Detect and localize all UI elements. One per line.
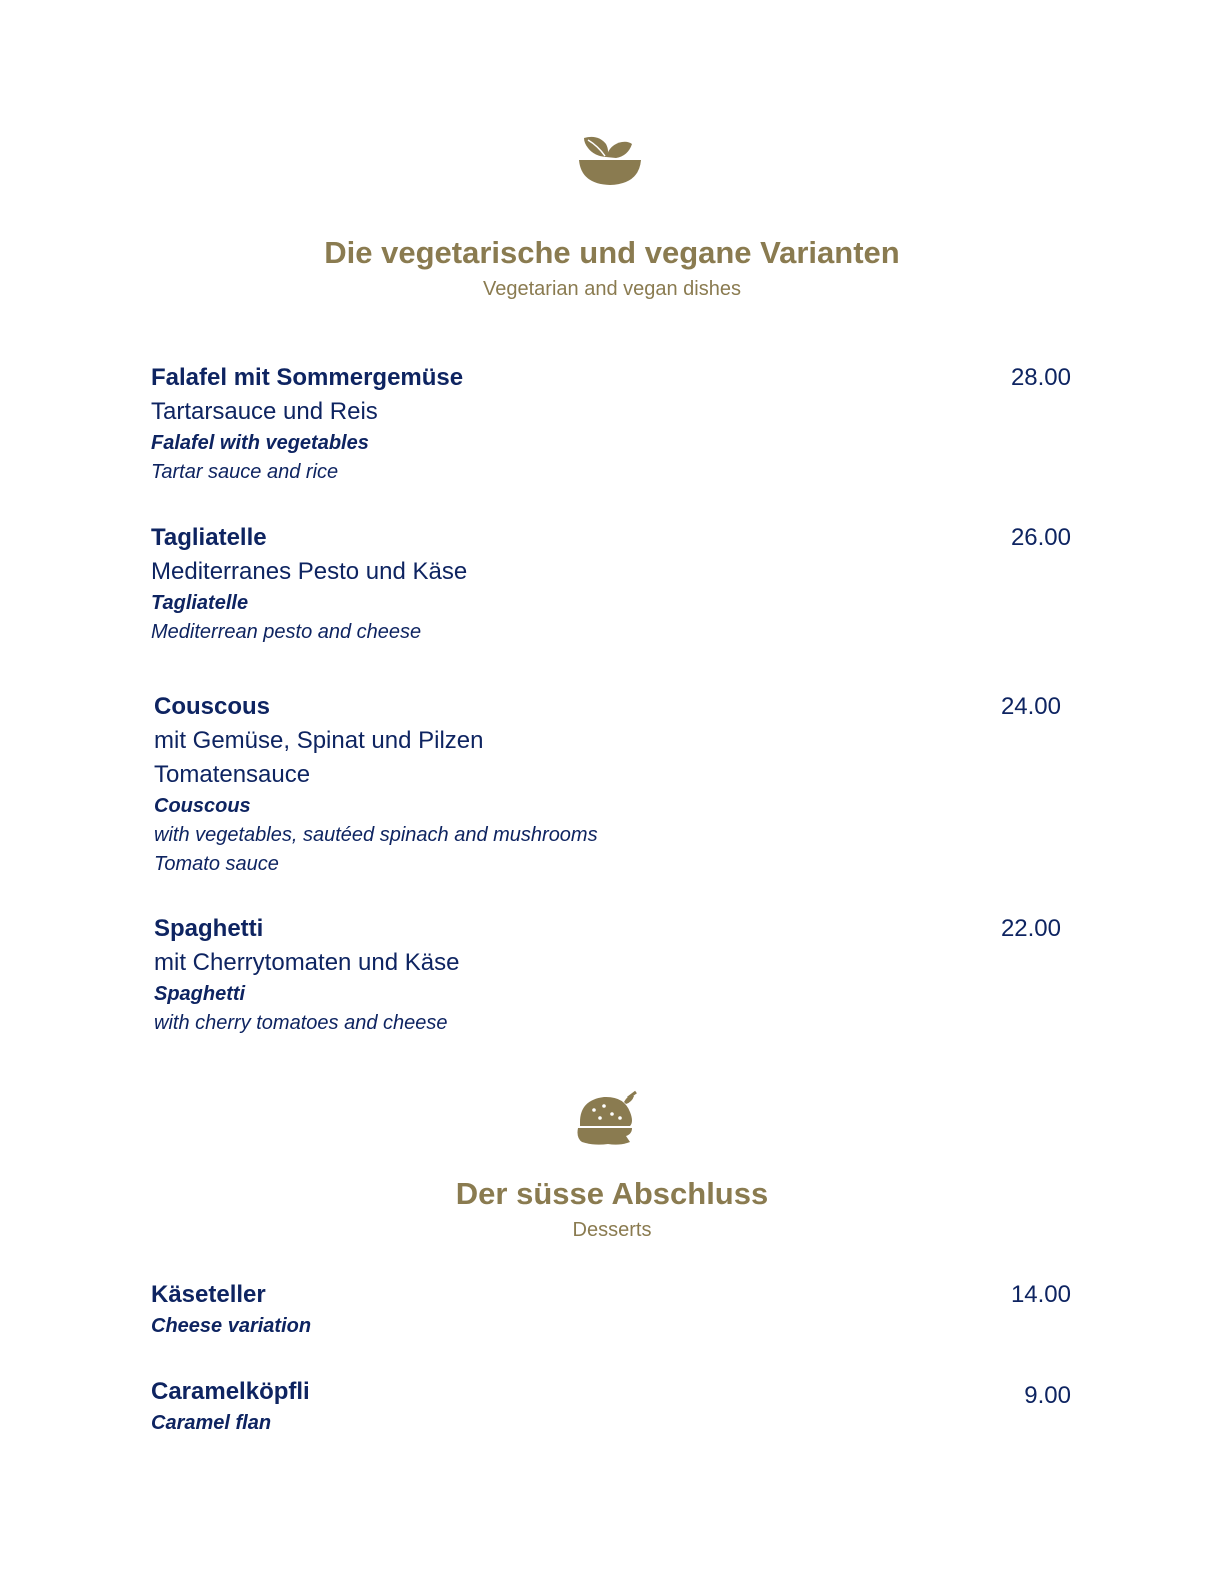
section-title-vegetarian: Die vegetarische und vegane Varianten — [324, 235, 900, 270]
menu-item — [151, 1278, 1071, 1341]
item-english-name: Caramel flan — [151, 1412, 272, 1434]
item-price: 9.00 — [1024, 1382, 1071, 1409]
menu-item — [154, 912, 1061, 1038]
section-subtitle-vegetarian: Vegetarian and vegan dishes — [483, 278, 741, 300]
item-name: Caramelköpfli — [151, 1378, 310, 1405]
menu-item — [151, 521, 1071, 647]
item-description: Mediterranes Pesto und Käse — [151, 558, 468, 585]
item-price: 14.00 — [1010, 1281, 1071, 1308]
item-english-description: Tomato sauce — [154, 853, 279, 875]
item-english-name: Falafel with vegetables — [151, 432, 369, 454]
section-subtitle-desserts: Desserts — [572, 1219, 652, 1241]
item-price: 26.00 — [1010, 524, 1071, 551]
item-description: Tartarsauce und Reis — [151, 398, 378, 425]
section-title-desserts: Der süsse Abschluss — [455, 1176, 769, 1211]
item-name: Tagliatelle — [151, 524, 267, 551]
item-name: Couscous — [154, 693, 271, 720]
item-english-description: with cherry tomatoes and cheese — [154, 1012, 448, 1034]
item-description: mit Gemüse, Spinat und Pilzen — [154, 727, 484, 754]
menu-item — [154, 690, 1061, 879]
item-english-name: Tagliatelle — [151, 592, 249, 614]
item-english-description: with vegetables, sautéed spinach and mushrooms — [154, 824, 598, 846]
item-name: Spaghetti — [154, 915, 264, 942]
menu-item — [151, 1375, 1071, 1438]
item-english-description: Mediterrean pesto and cheese — [151, 621, 422, 643]
salad-bowl-icon — [576, 130, 646, 190]
item-description: mit Cherrytomaten und Käse — [154, 949, 460, 976]
dessert-icon — [574, 1088, 644, 1148]
item-english-name: Couscous — [154, 795, 251, 817]
item-price: 28.00 — [1010, 364, 1071, 391]
item-name: Falafel mit Sommergemüse — [151, 364, 464, 391]
item-description: Tomatensauce — [154, 761, 311, 788]
item-price: 22.00 — [1000, 915, 1061, 942]
menu-item — [151, 361, 1071, 487]
item-english-description: Tartar sauce and rice — [151, 461, 339, 483]
item-name: Käseteller — [151, 1281, 266, 1308]
item-price: 24.00 — [1000, 693, 1061, 720]
item-english-name: Spaghetti — [154, 983, 246, 1005]
item-english-name: Cheese variation — [151, 1315, 312, 1337]
